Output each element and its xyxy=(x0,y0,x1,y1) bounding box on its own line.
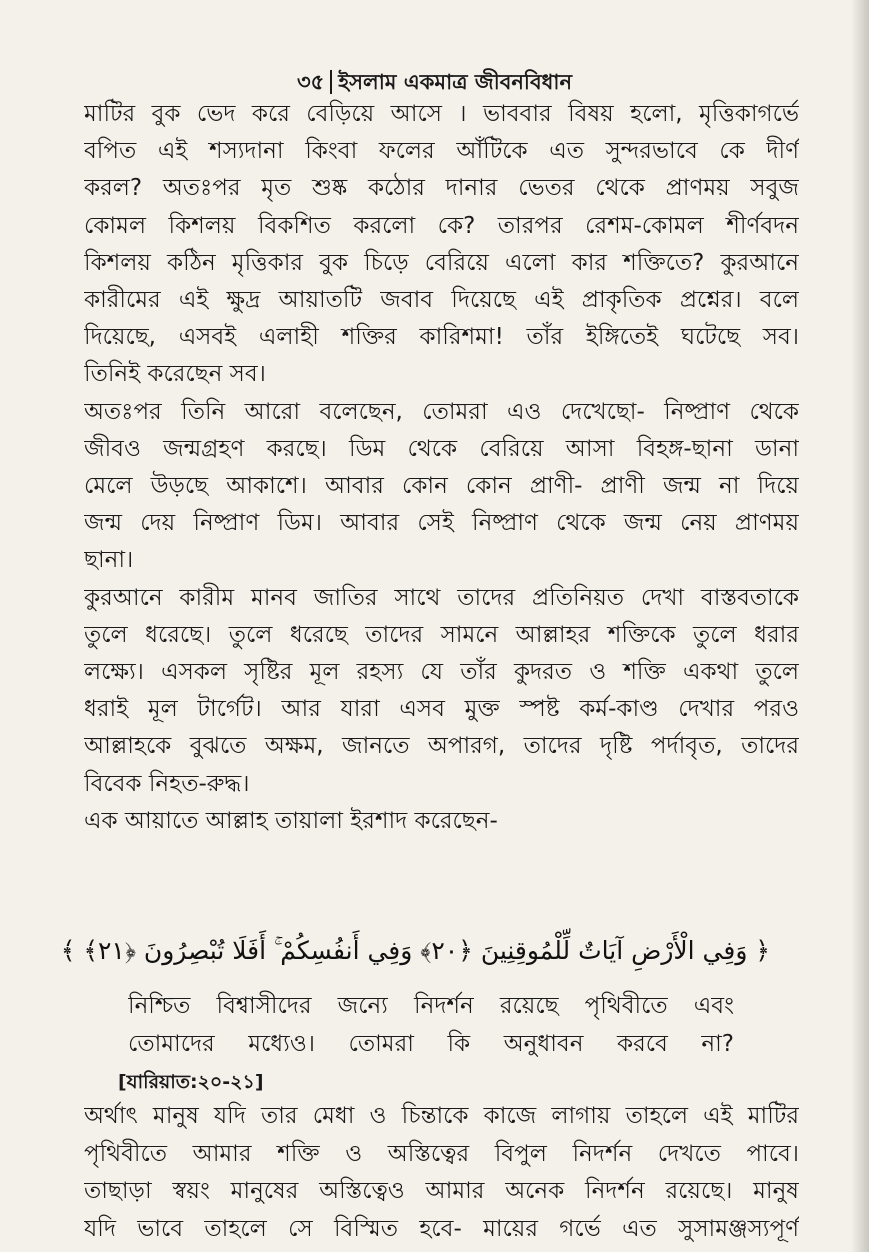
text-line: করল? অতঃপর মৃত শুষ্ক কঠোর দানার ভেতর থেকে প্রাণময় সবুজ xyxy=(84,175,799,202)
text-line: কোমল কিশলয় বিকশিত করলো কে? তারপর রেশম-কোমল শীর্ণবদন xyxy=(84,212,799,239)
text-line: বিবেক নিহত-রুদ্ধ। xyxy=(84,770,250,797)
text-line: তুলে ধরেছে। তুলে ধরেছে তাদের সামনে আল্লাহর শক্তিকে তুলে ধরার xyxy=(84,621,799,648)
text-line: এক আয়াতে আল্লাহ তায়ালা ইরশাদ করেছেন- xyxy=(84,807,498,834)
text-line: জীবও জন্মগ্রহণ করছে। ডিম থেকে বেরিয়ে আসা বিহঙ্গ-ছানা ডানা xyxy=(84,435,799,462)
page-edge-shadow xyxy=(851,0,869,1252)
text-line: দিয়েছে, এসবই এলাহী শক্তির কারিশমা! তাঁর ইঙ্গিতেই ঘটেছে সব। xyxy=(84,324,799,351)
text-line: অতঃপর তিনি আরো বলেছেন, তোমরা এও দেখেছো- নিষ্প্রাণ থেকে xyxy=(84,398,799,425)
text-line: যদি ভাবে তাহলে সে বিস্মিত হবে- মায়ের গর্ভে এত সুসামঞ্জস্যপূর্ণ xyxy=(84,1215,799,1242)
text-line: তিনিই করেছেন সব। xyxy=(84,361,266,388)
verse-translation xyxy=(128,987,734,1063)
text-line: তাছাড়া স্বয়ং মানুষের অস্তিত্বেও আমার অনেক নিদর্শন রয়েছে। মানুষ xyxy=(84,1178,799,1204)
page-number: ৩৫ xyxy=(297,70,332,94)
text-line: পৃথিবীতে আমার শক্তি ও অস্তিত্বের বিপুল নিদর্শন দেখতে পাবে। xyxy=(84,1140,799,1167)
book-title: ইসলাম একমাত্র জীবনবিধান xyxy=(338,70,573,94)
text-line: বপিত এই শস্যদানা কিংবা ফলের আঁটিকে এত সুন্দরভাবে কে দীর্ণ xyxy=(84,138,799,165)
text-line: মেলে উড়ছে আকাশে। আবার কোন কোন প্রাণী- প্রাণী জন্ম না দিয়ে xyxy=(84,473,799,500)
text-line: ছানা। xyxy=(84,547,134,574)
text-line: অর্থাৎ মানুষ যদি তার মেধা ও চিন্তাকে কাজে লাগায় তাহলে এই মাটির xyxy=(84,1103,799,1129)
text-line: মাটির বুক ভেদ করে বেড়িয়ে আসে । ভাববার বিষয় হলো, মৃত্তিকাগর্ভে xyxy=(84,101,799,127)
translation-line: তোমাদের মধ্যেও। তোমরা কি অনুধাবন করবে না? xyxy=(128,1031,734,1057)
text-line: কিশলয় কঠিন মৃত্তিকার বুক চিড়ে বেরিয়ে এলো কার শক্তিতে? কুরআনে xyxy=(84,249,799,276)
body-text xyxy=(84,96,799,840)
text-line: জন্ম দেয় নিষ্প্রাণ ডিম। আবার সেই নিষ্প্রাণ থেকে জন্ম নেয় প্রাণময় xyxy=(84,510,799,537)
text-line: ধরাই মূল টার্গেট। আর যারা এসব মুক্ত স্পষ্ট কর্ম-কাণ্ড দেখার পরও xyxy=(84,696,799,723)
verse-reference: [যারিয়াত:২০-২১] xyxy=(118,1071,264,1093)
translation-line: নিশ্চিত বিশ্বাসীদের জন্যে নিদর্শন রয়েছে পৃথিবীতে এবং xyxy=(128,993,734,1019)
text-line: লক্ষ্যে। এসকল সৃষ্টির মূল রহস্য যে তাঁর কুদরত ও শক্তি একথা তুলে xyxy=(84,659,799,686)
text-line: কারীমের এই ক্ষুদ্র আয়াতটি জবাব দিয়েছে এই প্রাকৃতিক প্রশ্নের। বলে xyxy=(84,287,799,314)
arabic-verse: ﴿ وَفِي الْأَرْضِ آيَاتٌ لِّلْمُوقِنِينَ ﴿٢٠﴾ وَفِي أَنفُسِكُمْ ۚ أَفَلَا تُبْصِرُونَ ﴿٢١﴾ ﴾ xyxy=(60,936,770,965)
body-text-continued xyxy=(84,1098,799,1248)
text-line: কুরআনে কারীম মানব জাতির সাথে তাদের প্রতিনিয়ত দেখা বাস্তবতাকে xyxy=(84,584,799,611)
text-line: আল্লাহকে বুঝতে অক্ষম, জানতে অপারগ, তাদের দৃষ্টি পর্দাবৃত, তাদের xyxy=(84,733,799,760)
